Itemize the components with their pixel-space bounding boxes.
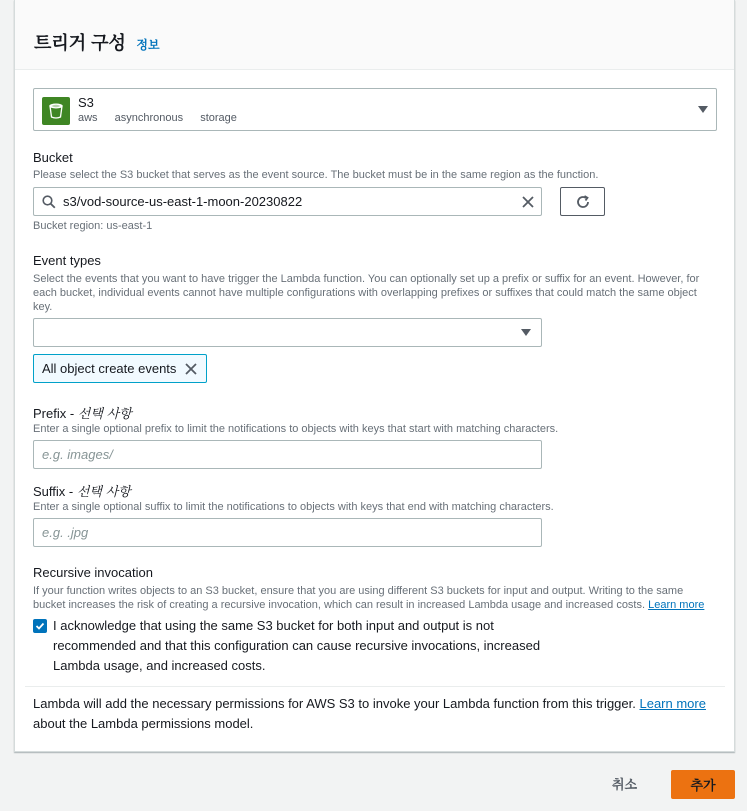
- search-icon: [42, 195, 56, 209]
- bucket-value: s3/vod-source-us-east-1-moon-20230822: [63, 194, 303, 209]
- add-button[interactable]: 추가: [671, 770, 735, 799]
- prefix-label-text: Prefix -: [33, 406, 78, 421]
- event-type-token: [33, 354, 207, 383]
- event-types-label: Event types: [33, 253, 101, 268]
- event-types-select[interactable]: [33, 318, 542, 347]
- refresh-icon: [575, 194, 591, 210]
- refresh-button[interactable]: [560, 187, 605, 216]
- caret-down-icon: [521, 329, 531, 336]
- event-type-token-label: All object create events: [42, 361, 177, 376]
- prefix-label: [33, 403, 132, 422]
- prefix-input[interactable]: [33, 440, 542, 469]
- prefix-optional-text: 선택 사항: [77, 406, 132, 421]
- trigger-source-select[interactable]: [33, 88, 717, 131]
- bucket-region-note: Bucket region: us-east-1: [33, 220, 153, 232]
- source-tag: storage: [200, 112, 237, 124]
- permissions-text-after: about the Lambda permissions model.: [33, 716, 254, 731]
- suffix-description: Enter a single optional suffix to limit the notifications to objects with keys that end with matching characters.: [33, 501, 554, 513]
- permissions-text-before: Lambda will add the necessary permissions for AWS S3 to invoke your Lambda function from this trigger.: [33, 696, 640, 711]
- info-link[interactable]: 정보: [136, 38, 160, 52]
- acknowledge-text: I acknowledge that using the same S3 bucket for both input and output is not recommended and that this configuration can cause recursive invocations, increased Lambda usage, and increased costs.: [53, 618, 541, 673]
- suffix-placeholder: e.g. .jpg: [42, 525, 89, 540]
- acknowledge-checkbox[interactable]: [33, 619, 47, 633]
- recursive-learn-more-link[interactable]: Learn more: [648, 599, 705, 611]
- recursive-label: Recursive invocation: [33, 565, 153, 580]
- recursive-description: [33, 584, 708, 612]
- suffix-optional-text: 선택 사항: [76, 484, 131, 499]
- page-title: 트리거 구성: [34, 33, 126, 53]
- clear-icon[interactable]: [521, 195, 535, 209]
- source-tag: asynchronous: [114, 112, 184, 124]
- s3-bucket-icon: [42, 97, 70, 125]
- permissions-learn-more-link[interactable]: Learn more: [639, 696, 706, 711]
- bucket-label: Bucket: [33, 150, 73, 165]
- suffix-label: [33, 481, 131, 500]
- panel-header: [15, 0, 734, 70]
- suffix-input[interactable]: [33, 518, 542, 547]
- trigger-config-panel: [14, 0, 735, 752]
- source-tag: aws: [78, 112, 98, 124]
- cancel-button[interactable]: 취소: [612, 777, 638, 792]
- permissions-note: [33, 694, 713, 734]
- divider: [25, 686, 725, 687]
- source-tags: [78, 112, 251, 124]
- source-name: S3: [78, 95, 94, 110]
- recursive-description-text: If your function writes objects to an S3 bucket, ensure that you are using different S3 buckets for input and output. Writing to the same bucket increases the risk of creating a recursive invocation, which can result in increased Lambda usage and increased costs.: [33, 585, 684, 611]
- remove-token-icon[interactable]: [184, 362, 198, 376]
- caret-down-icon: [698, 106, 708, 113]
- bucket-search-input[interactable]: [33, 187, 542, 216]
- check-icon: [35, 621, 45, 631]
- suffix-label-text: Suffix -: [33, 484, 77, 499]
- prefix-placeholder: e.g. images/: [42, 447, 113, 462]
- bucket-description: Please select the S3 bucket that serves as the event source. The bucket must be in the same region as the function.: [33, 169, 599, 181]
- event-types-description: Select the events that you want to have trigger the Lambda function. You can optionally set up a prefix or suffix for an event. However, for each bucket, individual events cannot have multiple configurations with overlapping prefixes or suffixes that could match the same object key.: [33, 273, 700, 313]
- prefix-description: Enter a single optional prefix to limit the notifications to objects with keys that start with matching characters.: [33, 423, 559, 435]
